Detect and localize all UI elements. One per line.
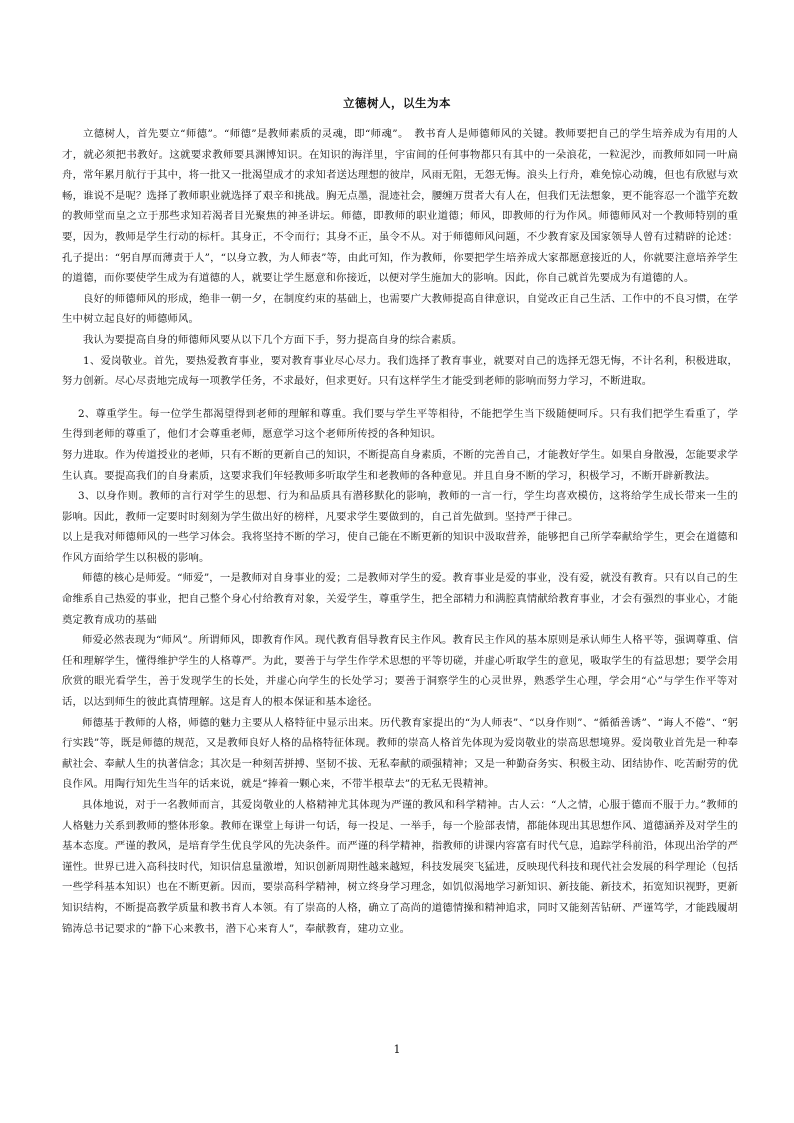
paragraph-formation: 良好的师德师风的形成，绝非一朝一夕，在制度约束的基础上，也需要广大教师提高自律意识，自觉改正自己生活、工作中的不良习惯，在学生中树立起良好的师德师风。	[62, 292, 738, 326]
paragraph-point-1: 1、爱岗敬业。首先，要热爱教育事业，要对教育事业尽心尽力。我们选择了教育事业，就要对自己的选择无怨无悔，不计名利，积极进取，努力创新。尽心尽责地完成每一项教学任务，不求最好，但求更好。只有这样学生才能受到老师的影响而努力学习，不断进取。	[62, 354, 738, 388]
paragraph-personality: 师德基于教师的人格，师德的魅力主要从人格特征中显示出来。历代教育家提出的“为人师表”、“以身作则”、“循循善诱”、“诲人不倦”、“躬行实践”等，既是师德的规范，又是教师良好人格的品格特征体现。教师的崇高人格首先体现为爱岗敬业的崇高思想境界。爱岗敬业首先是一种奉献社会、奉献人生的执著信念；其次是一种刻苦拼搏、坚韧不拔、无私奉献的顽强精神；又是一种勤奋务实、积极主动、团结协作、吃苦耐劳的优良作风。用陶行知先生当年的话来说，就是“捧着一颗心来，不带半根草去”的无私无畏精神。	[62, 716, 738, 791]
page-number: 1	[393, 1043, 401, 1056]
paragraph-teacher-love: 师德的核心是师爱。“师爱”，一是教师对自身事业的爱；二是教师对学生的爱。教育事业是爱的事业，没有爱，就没有教育。只有以自己的生命维系自己热爱的事业，把自己整个身心付给教育对象，关爱学生，尊重学生，把全部精力和满腔真情献给教育事业，才会有强烈的事业心，才能奠定教育成功的基础	[62, 572, 738, 626]
paragraph-point-2: 2、尊重学生。每一位学生都渴望得到老师的理解和尊重。我们要与学生平等相待，不能把学生当下级随便呵斥。只有我们把学生看重了，学生得到老师的尊重了，他们才会尊重老师，愿意学习这个老师所传授的各种知识。	[62, 407, 738, 441]
document-title: 立德树人，以生为本	[343, 96, 451, 110]
document-body	[62, 124, 738, 939]
paragraph-teacher-style: 师爱必然表现为“师风”。所谓师风，即教育作风。现代教育倡导教育民主作风。教育民主作风的基本原则是承认师生人格平等，强调尊重、信任和理解学生，懂得维护学生的人格尊严。为此，要善于与学生作学术思想的平等切磋，并虚心听取学生的意见，吸取学生的有益思想；要学会用欣赏的眼光看学生，善于发现学生的长处，并虚心向学生的长处学习；要善于洞察学生的心灵世界，熟悉学生心理，学会用“心”与学生作平等对话，以达到师生的彼此真情理解。这是育人的根本保证和基本途径。	[62, 634, 738, 709]
paragraph-aspects: 我认为要提高自身的师德师风要从以下几个方面下手，努力提高自身的综合素质。	[83, 333, 463, 346]
paragraph-effort: 努力进取。作为传道授业的老师，只有不断的更新自己的知识，不断提高自身素质，不断的完善自己，才能教好学生。如果自身散漫，怎能要求学生认真。要提高我们的自身素质，这要求我们年轻教师多听取学生和老教师的各种意见。并且自身不断的学习，积极学习，不断开辟新教法。	[62, 448, 738, 482]
paragraph-intro: 立德树人，首先要立“师德”。“师德”是教师素质的灵魂，即“师魂”。 教书育人是师德师风的关键。教师要把自己的学生培养成为有用的人才，就必须把书教好。这就要求教师要具渊博知识。在知识的海洋里，宇宙间的任何事物都只有其中的一朵浪花，一粒泥沙，而教师如同一叶扁舟，常年累月航行于其中，将一批又一批渴望成才的求知者送达理想的彼岸，风雨无阻，无怨无悔。浪头上行舟，难免惊心动魄，但也有欣慰与欢畅，谁说不是呢？选择了教师职业就选择了艰辛和挑战。胸无点墨，混迹社会，腰缠万贯者大有人在，但我们无法想象，更不能容忍一个滥竽充数的教师堂而皇之立于那些求知若渴者目光聚焦的神圣讲坛。师德，即教师的职业道德；师风，即教师的行为作风。师德师风对一个教师特别的重要，因为，教师是学生行动的标杆。其身正，不令而行；其身不正，虽令不从。对于师德师风问题，不少教育家及国家领导人曾有过精辟的论述：孔子提出：“躬自厚而薄责于人”，“以身立教，为人师表”等，由此可知，作为教师，你要把学生培养成大家都愿意接近的人，你就要注意培养学生的道德，而你要使学生成为有道德的人，就要让学生愿意和你接近，以便对学生施加大的影响。因此，你自己就首先要成为有道德的人。	[62, 128, 738, 285]
paragraph-rigor: 具体地说，对于一名教师而言，其爱岗敬业的人格精神尤其体现为严谨的教风和科学精神。古人云：“人之情，心服于德而不服于力。”教师的人格魅力关系到教师的整体形象。教师在课堂上每讲一句话，每一投足、一举手，每一个脸部表情，都能体现出其思想作风、道德涵养及对学生的基本态度。严谨的教风，是培育学生优良学风的先决条件。而严谨的科学精神，指教师的讲课内容富有时代气息，追踪学科前沿，体现出治学的严谨性。世界已进入高科技时代，知识信息量激增，知识创新周期性越来越短，科技发展突飞猛进，反映现代科技和现代社会发展的科学理论（包括一些学科基本知识）也在不断更新。因而，要崇高科学精神，树立终身学习理念，如饥似渴地学习新知识、新技能、新技术，拓宽知识视野，更新知识结构，不断提高教学质量和教书育人本领。有了崇高的人格，确立了高尚的道德情操和精神追求，同时又能刻苦钻研、严谨笃学，才能践履胡锦涛总书记要求的“静下心来教书，潜下心来育人”，奉献教育，建功立业。	[62, 799, 738, 935]
paragraph-summary: 以上是我对师德师风的一些学习体会。我将坚持不断的学习，使自己能在不断更新的知识中汲取营养，能够把自己所学奉献给学生，更会在道德和作风方面给学生以积极的影响。	[62, 531, 738, 564]
paragraph-point-3: 3、以身作则。教师的言行对学生的思想、行为和品质具有潜移默化的影响，教师的一言一行，学生均喜欢模仿，这将给学生成长带来一生的影响。因此，教师一定要时时刻刻为学生做出好的榜样，凡要求学生要做到的，自己首先做到。坚持严于律己。	[62, 490, 738, 523]
